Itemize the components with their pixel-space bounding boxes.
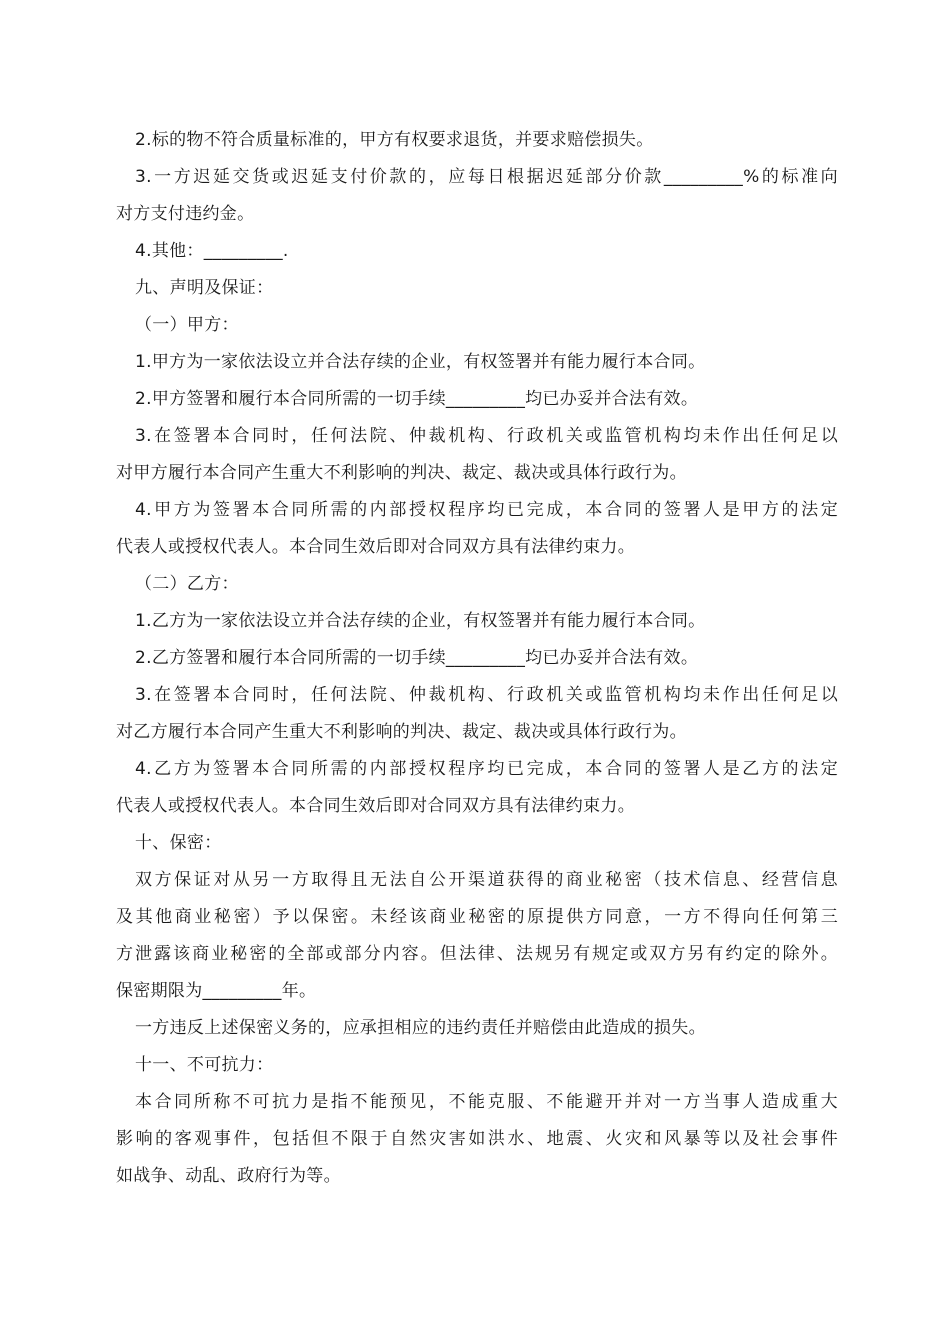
contract-text-line: 对方支付违约金。 [116,204,255,224]
contract-text-line: 十、保密： [135,833,222,853]
contract-text-line: 双方保证对从另一方取得且无法自公开渠道获得的商业秘密（技术信息、经营信息 [135,870,838,890]
contract-text-line: 保密期限为_________年。 [116,981,317,1001]
contract-text-line: （一）甲方： [135,315,239,335]
contract-text-line: 对甲方履行本合同产生重大不利影响的判决、裁定、裁决或具体行政行为。 [116,463,687,483]
contract-text-line: 2.甲方签署和履行本合同所需的一切手续_________均已办妥并合法有效。 [135,389,699,409]
contract-text-line: 及其他商业秘密）予以保密。未经该商业秘密的原提供方同意，一方不得向任何第三 [116,907,838,927]
contract-text-line: 代表人或授权代表人。本合同生效后即对合同双方具有法律约束力。 [116,796,635,816]
contract-text-line: 对乙方履行本合同产生重大不利影响的判决、裁定、裁决或具体行政行为。 [116,722,687,742]
contract-text-line: 方泄露该商业秘密的全部或部分内容。但法律、法规另有规定或双方另有约定的除外。 [116,944,838,964]
contract-text-line: 3.在签署本合同时，任何法院、仲裁机构、行政机关或监管机构均未作出任何足以 [135,426,838,446]
contract-text-line: 4.乙方为签署本合同所需的内部授权程序均已完成，本合同的签署人是乙方的法定 [135,759,838,779]
contract-text-line: 3.在签署本合同时，任何法院、仲裁机构、行政机关或监管机构均未作出任何足以 [135,685,838,705]
contract-text-line: 本合同所称不可抗力是指不能预见，不能克服、不能避开并对一方当事人造成重大 [135,1092,838,1112]
contract-text-line: 一方违反上述保密义务的，应承担相应的违约责任并赔偿由此造成的损失。 [135,1018,706,1038]
contract-text-line: （二）乙方： [135,574,239,594]
contract-text-line: 4.甲方为签署本合同所需的内部授权程序均已完成，本合同的签署人是甲方的法定 [135,500,838,520]
contract-text-line: 九、声明及保证： [135,278,274,298]
contract-text-line: 十一、不可抗力： [135,1055,274,1075]
contract-text-line: 1.乙方为一家依法设立并合法存续的企业，有权签署并有能力履行本合同。 [135,611,706,631]
contract-text-line: 3.一方迟延交货或迟延支付价款的，应每日根据迟延部分价款_________%的标准向 [135,167,838,187]
contract-text-line: 影响的客观事件，包括但不限于自然灾害如洪水、地震、火灾和风暴等以及社会事件 [116,1129,838,1149]
contract-text-line: 2.乙方签署和履行本合同所需的一切手续_________均已办妥并合法有效。 [135,648,699,668]
contract-text-line: 2.标的物不符合质量标准的，甲方有权要求退货，并要求赔偿损失。 [135,130,654,150]
contract-text-line: 如战争、动乱、政府行为等。 [116,1166,341,1186]
contract-text-line: 4.其他：_________. [135,241,289,261]
contract-text-line: 代表人或授权代表人。本合同生效后即对合同双方具有法律约束力。 [116,537,635,557]
contract-page-body [116,122,838,1195]
contract-text-line: 1.甲方为一家依法设立并合法存续的企业，有权签署并有能力履行本合同。 [135,352,706,372]
